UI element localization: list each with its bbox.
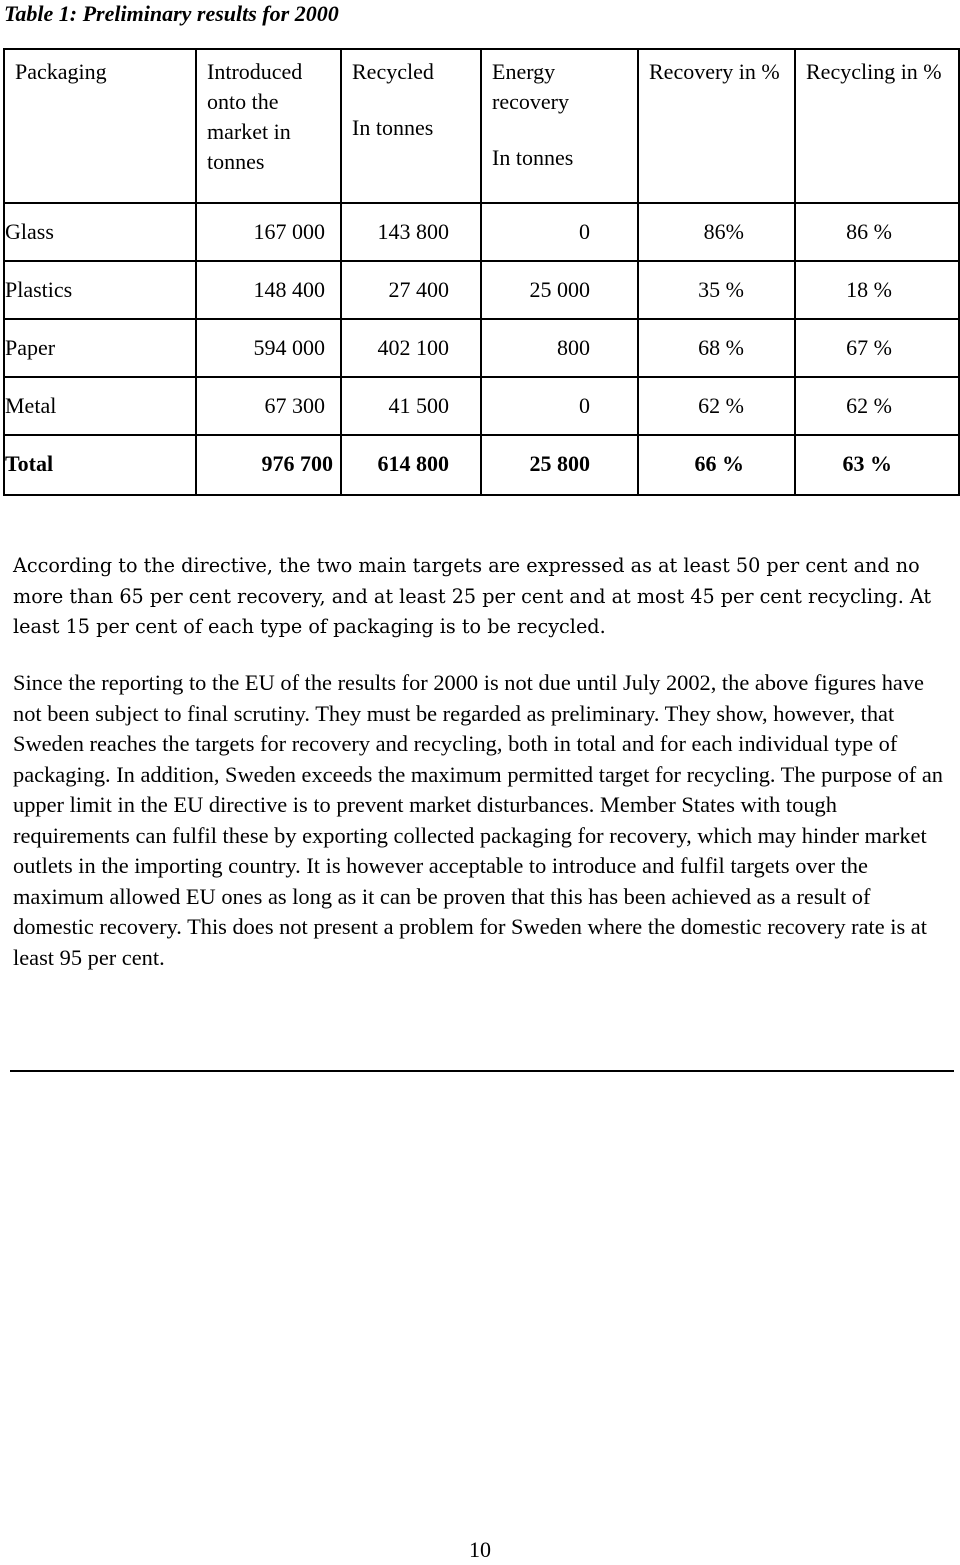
cell-energy-recovery: 25 000 bbox=[481, 261, 638, 319]
cell-recycling-pct: 86 % bbox=[795, 203, 959, 261]
cell-packaging: Plastics bbox=[4, 261, 196, 319]
cell-energy-recovery: 0 bbox=[481, 203, 638, 261]
cell-recycled: 27 400 bbox=[341, 261, 481, 319]
header-unit: In tonnes bbox=[352, 115, 434, 140]
cell-recovery-pct: 66 % bbox=[638, 435, 795, 495]
cell-recycling-pct: 62 % bbox=[795, 377, 959, 435]
page-number: 10 bbox=[469, 1537, 491, 1562]
cell-recovery-pct: 35 % bbox=[638, 261, 795, 319]
paragraph-reporting: Since the reporting to the EU of the results for 2000 is not due until July 2002, the above figures have not been subject to final scrutiny. They must be regarded as preliminary. They show, however, that Sweden reaches the targets for recovery and recycling, both in total and for each individual type of packaging. In addition, Sweden exceeds the maximum permitted target for recycling. The purpose of an upper limit in the EU directive is to prevent market disturbances. Member States with tough requirements can fulfil these by exporting collected packaging for recovery, which may hinder market outlets in the importing country. It is however acceptable to introduce and fulfil targets over the maximum allowed EU ones as long as it can be proven that this has been achieved as a result of domestic recovery. This does not present a problem for Sweden where the domestic recovery rate is at least 95 per cent. bbox=[13, 670, 943, 970]
cell-recycling-pct: 67 % bbox=[795, 319, 959, 377]
table-header-row bbox=[4, 49, 959, 203]
table-row bbox=[4, 319, 959, 377]
table-row bbox=[4, 377, 959, 435]
cell-introduced: 148 400 bbox=[196, 261, 341, 319]
header-label: Recycled bbox=[352, 59, 434, 84]
header-recycled bbox=[341, 49, 481, 203]
cell-energy-recovery: 800 bbox=[481, 319, 638, 377]
table-row bbox=[4, 261, 959, 319]
cell-recovery-pct: 68 % bbox=[638, 319, 795, 377]
cell-recycled: 402 100 bbox=[341, 319, 481, 377]
table-caption: Table 1: Preliminary results for 2000 bbox=[4, 1, 339, 26]
cell-recovery-pct: 86% bbox=[638, 203, 795, 261]
cell-packaging: Paper bbox=[4, 319, 196, 377]
cell-packaging: Total bbox=[4, 435, 196, 495]
results-table bbox=[3, 48, 960, 496]
header-label: Recycling in % bbox=[806, 59, 942, 84]
cell-introduced: 167 000 bbox=[196, 203, 341, 261]
cell-recycling-pct: 18 % bbox=[795, 261, 959, 319]
cell-recycled: 614 800 bbox=[341, 435, 481, 495]
cell-recovery-pct: 62 % bbox=[638, 377, 795, 435]
cell-energy-recovery: 25 800 bbox=[481, 435, 638, 495]
header-introduced bbox=[196, 49, 341, 203]
cell-packaging: Metal bbox=[4, 377, 196, 435]
header-unit: In tonnes bbox=[492, 145, 574, 170]
paragraph-targets: According to the directive, the two main targets are expressed as at least 50 per cent and no more than 65 per cent recovery, and at least 25 per cent and at most 45 per cent recycling. At least 15 per cent of each type of packaging is to be recycled. bbox=[13, 554, 932, 638]
cell-recycled: 143 800 bbox=[341, 203, 481, 261]
table-row bbox=[4, 203, 959, 261]
header-label: Introduced onto the market in tonnes bbox=[207, 59, 303, 174]
header-packaging bbox=[4, 49, 196, 203]
header-recovery-pct bbox=[638, 49, 795, 203]
header-label: Recovery in % bbox=[649, 59, 780, 84]
header-label: Packaging bbox=[15, 59, 107, 84]
cell-introduced: 67 300 bbox=[196, 377, 341, 435]
footnote-divider bbox=[10, 1070, 954, 1072]
cell-introduced: 594 000 bbox=[196, 319, 341, 377]
cell-recycled: 41 500 bbox=[341, 377, 481, 435]
cell-recycling-pct: 63 % bbox=[795, 435, 959, 495]
header-energy-recovery bbox=[481, 49, 638, 203]
cell-packaging: Glass bbox=[4, 203, 196, 261]
cell-energy-recovery: 0 bbox=[481, 377, 638, 435]
cell-introduced: 976 700 bbox=[196, 435, 341, 495]
table-row-total bbox=[4, 435, 959, 495]
header-recycling-pct bbox=[795, 49, 959, 203]
header-label: Energy recovery bbox=[492, 59, 569, 114]
